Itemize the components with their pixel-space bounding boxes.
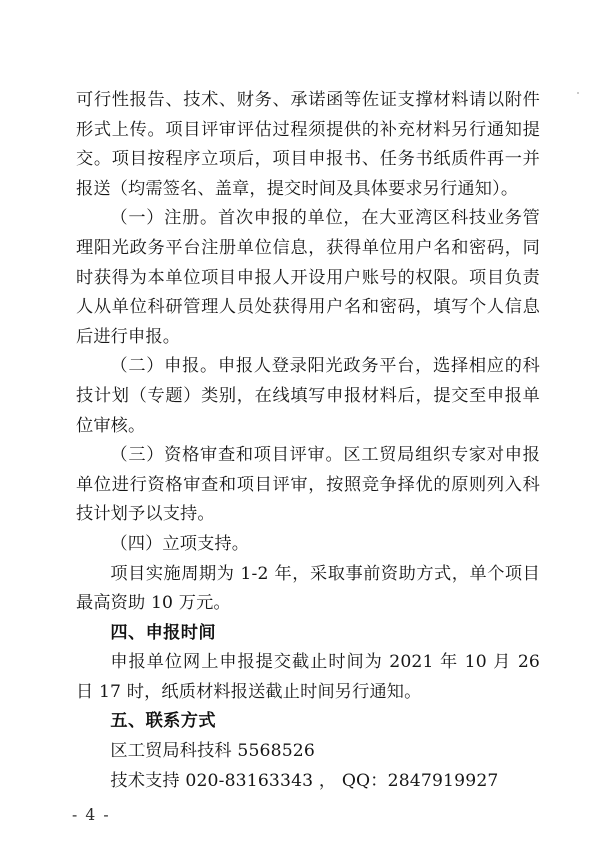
paragraph-step-four-support: （四）立项支持。 <box>110 533 250 554</box>
page-number-footer: - 4 - <box>72 806 111 824</box>
contact-bureau-line: 区工贸局科技科 5568526 <box>110 741 315 762</box>
paragraph-step-two-application: （二）申报。申报人登录阳光政务平台，选择相应的科技计划（专题）类别，在线填写申报材料后，提交至申报单位审核。 <box>76 356 540 436</box>
paragraph-attachment-upload: 可行性报告、技术、财务、承诺函等佐证支撑材料请以附件形式上传。项目评审评估过程须提供的补充材料另行通知提交。项目按程序立项后，项目申报书、任务书纸质件再一并报送（均需签名、盖章，提交时间及具体要求另行通知）。 <box>76 90 540 199</box>
section-heading-application-time: 四、申报时间 <box>110 622 216 643</box>
paragraph-step-three-review: （三）资格审查和项目评审。区工贸局组织专家对申报单位进行资格审查和项目评审，按照竞争择优的原则列入科技计划予以支持。 <box>76 445 540 525</box>
paragraph-step-one-registration: （一）注册。首次申报的单位，在大亚湾区科技业务管理阳光政务平台注册单位信息，获得单位用户名和密码，同时获得为本单位项目申报人开设用户账号的权限。项目负责人从单位科研管理人员处获得用户名和密码，填写个人信息后进行申报。 <box>76 208 540 347</box>
document-body <box>76 86 540 796</box>
paragraph-application-deadline: 申报单位网上申报提交截止时间为 2021 年 10 月 26 日 17 时，纸质材料报送截止时间另行通知。 <box>76 652 540 702</box>
scan-artifact-speck <box>577 92 579 94</box>
contact-support-line: 技术支持 020-83163343 ， QQ：2847919927 <box>110 770 499 791</box>
section-heading-contact-information: 五、联系方式 <box>110 711 216 732</box>
paragraph-funding-terms: 项目实施周期为 1-2 年，采取事前资助方式，单个项目最高资助 10 万元。 <box>76 563 540 614</box>
